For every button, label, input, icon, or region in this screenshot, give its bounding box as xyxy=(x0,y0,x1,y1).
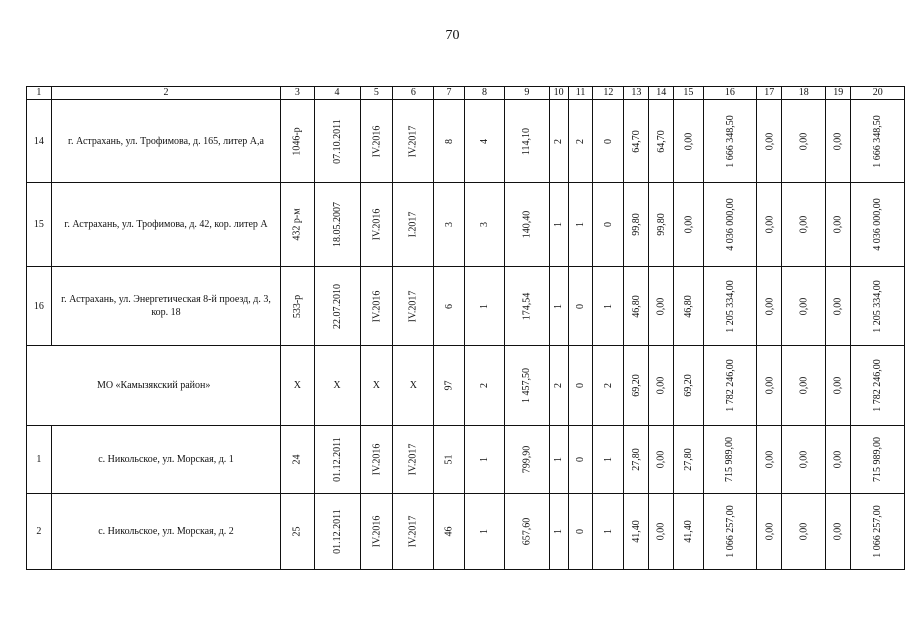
value-cell xyxy=(649,100,674,183)
value-cell xyxy=(549,426,568,494)
value-cell xyxy=(703,426,757,494)
value-cell xyxy=(624,494,649,570)
value-cell xyxy=(782,426,826,494)
value-cell-text: 174,54 xyxy=(521,292,533,320)
value-cell xyxy=(703,494,757,570)
column-header: 6 xyxy=(393,87,434,100)
value-cell xyxy=(593,494,624,570)
value-cell-text: 8 xyxy=(443,138,455,144)
district-name-cell: МО «Камызякский район» xyxy=(27,346,281,426)
value-cell: X xyxy=(314,346,360,426)
value-cell xyxy=(826,494,851,570)
value-cell-text: 2 xyxy=(478,383,490,388)
value-cell xyxy=(393,426,434,494)
value-cell-text: 69,20 xyxy=(682,374,694,397)
value-cell-text: 27,80 xyxy=(682,448,694,471)
value-cell-text: 97 xyxy=(443,380,455,391)
value-cell-text: 0,00 xyxy=(832,522,844,541)
value-cell xyxy=(360,426,393,494)
column-header: 10 xyxy=(549,87,568,100)
table-row xyxy=(27,100,905,183)
value-cell-text: 114,10 xyxy=(521,127,533,155)
value-cell xyxy=(757,494,782,570)
value-cell-text: 24 xyxy=(291,454,303,465)
value-cell xyxy=(782,100,826,183)
value-cell-text: 140,40 xyxy=(521,210,533,239)
value-cell xyxy=(782,267,826,346)
value-cell-text: 01.12.2011 xyxy=(331,509,343,554)
value-cell-text: 1 666 348,50 xyxy=(872,114,884,168)
value-cell xyxy=(314,267,360,346)
value-cell xyxy=(549,183,568,267)
value-cell xyxy=(464,267,505,346)
value-cell xyxy=(505,100,549,183)
value-cell xyxy=(568,426,593,494)
value-cell xyxy=(851,100,905,183)
value-cell xyxy=(549,100,568,183)
table-header-row xyxy=(27,87,905,100)
value-cell xyxy=(464,494,505,570)
value-cell-text: 1 xyxy=(602,529,614,534)
value-cell: X xyxy=(281,346,314,426)
column-header: 13 xyxy=(624,87,649,100)
column-header: 19 xyxy=(826,87,851,100)
value-cell-text: IV.2017 xyxy=(407,443,419,476)
value-cell xyxy=(505,346,549,426)
value-cell xyxy=(568,183,593,267)
value-cell-text: IV.2016 xyxy=(370,125,382,157)
value-cell-text: 1 xyxy=(602,303,614,309)
value-cell-text: 1 xyxy=(478,303,490,309)
value-cell-text: 64,70 xyxy=(655,129,667,153)
value-cell xyxy=(434,346,464,426)
value-cell-text: IV.2016 xyxy=(370,515,382,548)
value-cell-text: 0,00 xyxy=(763,215,775,234)
value-cell-text: 3 xyxy=(443,222,455,227)
value-cell-text: 0,00 xyxy=(655,522,667,541)
value-cell-text: 0,00 xyxy=(763,297,775,315)
value-cell-text: 46 xyxy=(443,526,455,537)
value-cell-text: IV.2016 xyxy=(370,443,382,476)
address-cell: г. Астрахань, ул. Трофимова, д. 42, кор. литер А xyxy=(51,183,281,267)
value-cell xyxy=(674,183,703,267)
column-header: 8 xyxy=(464,87,505,100)
column-header: 17 xyxy=(757,87,782,100)
value-cell-text: 1 666 348,50 xyxy=(724,114,736,168)
value-cell xyxy=(314,183,360,267)
row-number-cell: 1 xyxy=(27,426,52,494)
page-number: 70 xyxy=(445,28,460,43)
value-cell-text: IV.2017 xyxy=(407,515,419,548)
value-cell xyxy=(674,267,703,346)
column-header: 11 xyxy=(568,87,593,100)
value-cell xyxy=(393,183,434,267)
column-header: 4 xyxy=(314,87,360,100)
value-cell xyxy=(360,267,393,346)
column-header: 18 xyxy=(782,87,826,100)
value-cell xyxy=(549,494,568,570)
value-cell-text: 99,80 xyxy=(655,213,667,236)
value-cell-text: 25 xyxy=(291,526,303,537)
table-body xyxy=(27,87,905,570)
address-cell: с. Никольское, ул. Морская, д. 2 xyxy=(51,494,281,570)
value-cell xyxy=(281,100,314,183)
value-cell-text: 0 xyxy=(575,457,587,462)
value-cell-text: 4 036 000,00 xyxy=(724,198,736,251)
value-cell-text: 0,00 xyxy=(832,450,844,469)
value-cell xyxy=(568,100,593,183)
value-cell-text: IV.2016 xyxy=(370,208,382,241)
value-cell xyxy=(393,494,434,570)
value-cell xyxy=(281,494,314,570)
value-cell-text: 01.12.2011 xyxy=(331,437,343,482)
value-cell-text: 51 xyxy=(443,454,455,465)
value-cell xyxy=(393,100,434,183)
value-cell xyxy=(674,100,703,183)
value-cell xyxy=(593,267,624,346)
value-cell-text: 0,00 xyxy=(655,376,667,395)
value-cell xyxy=(757,267,782,346)
value-cell xyxy=(826,346,851,426)
address-cell: с. Никольское, ул. Морская, д. 1 xyxy=(51,426,281,494)
value-cell-text: 0 xyxy=(602,222,614,227)
value-cell-text: 0 xyxy=(575,303,587,309)
value-cell xyxy=(674,494,703,570)
value-cell-text: 1 457,50 xyxy=(521,368,533,403)
value-cell-text: 4 xyxy=(478,138,490,144)
value-cell xyxy=(434,426,464,494)
value-cell-text: 715 989,00 xyxy=(724,437,736,482)
value-cell xyxy=(624,267,649,346)
value-cell-text: 1 xyxy=(478,529,490,534)
value-cell-text: IV.2016 xyxy=(370,290,382,322)
value-cell xyxy=(782,183,826,267)
value-cell-text: 0,00 xyxy=(763,522,775,541)
value-cell-text: 0,00 xyxy=(798,376,810,395)
value-cell-text: 1 205 334,00 xyxy=(724,279,736,333)
value-cell xyxy=(549,346,568,426)
column-header: 3 xyxy=(281,87,314,100)
value-cell xyxy=(549,267,568,346)
value-cell-text: 0,00 xyxy=(798,450,810,469)
column-header: 2 xyxy=(51,87,281,100)
value-cell-text: 432 р-м xyxy=(291,208,303,241)
value-cell-text: IV.2017 xyxy=(407,125,419,157)
value-cell-text: 99,80 xyxy=(630,213,642,236)
value-cell xyxy=(360,183,393,267)
value-cell xyxy=(757,100,782,183)
value-cell xyxy=(674,426,703,494)
value-cell xyxy=(593,426,624,494)
value-cell-text: 0,00 xyxy=(682,215,694,234)
column-header: 20 xyxy=(851,87,905,100)
value-cell xyxy=(434,267,464,346)
value-cell-text: 2 xyxy=(575,138,587,144)
column-header: 15 xyxy=(674,87,703,100)
value-cell-text: 46,80 xyxy=(682,294,694,318)
value-cell-text: 69,20 xyxy=(630,374,642,397)
value-cell xyxy=(826,100,851,183)
value-cell-text: 0 xyxy=(602,138,614,144)
value-cell-text: 0,00 xyxy=(798,132,810,150)
value-cell xyxy=(703,267,757,346)
value-cell xyxy=(360,494,393,570)
value-cell-text: 0 xyxy=(575,529,587,534)
value-cell xyxy=(851,267,905,346)
value-cell-text: 4 036 000,00 xyxy=(872,198,884,251)
value-cell-text: 27,80 xyxy=(630,448,642,471)
value-cell-text: 1 xyxy=(553,222,565,227)
table-row xyxy=(27,426,905,494)
value-cell xyxy=(624,426,649,494)
housing-table xyxy=(26,86,905,570)
value-cell-text: 0,00 xyxy=(832,215,844,234)
row-number-cell: 16 xyxy=(27,267,52,346)
value-cell-text: 41,40 xyxy=(682,520,694,543)
value-cell xyxy=(434,100,464,183)
value-cell xyxy=(464,100,505,183)
district-summary-row xyxy=(27,346,905,426)
value-cell xyxy=(314,494,360,570)
value-cell xyxy=(505,183,549,267)
value-cell xyxy=(568,494,593,570)
value-cell-text: 1 066 257,00 xyxy=(872,505,884,558)
value-cell-text: 533-р xyxy=(291,294,303,318)
value-cell xyxy=(593,346,624,426)
table-row xyxy=(27,494,905,570)
value-cell xyxy=(649,183,674,267)
value-cell xyxy=(649,267,674,346)
value-cell-text: 0,00 xyxy=(832,376,844,395)
value-cell xyxy=(434,494,464,570)
value-cell xyxy=(703,346,757,426)
value-cell xyxy=(851,494,905,570)
value-cell xyxy=(593,183,624,267)
row-number-cell: 2 xyxy=(27,494,52,570)
value-cell xyxy=(826,183,851,267)
value-cell xyxy=(568,267,593,346)
value-cell-text: 2 xyxy=(553,383,565,388)
value-cell-text: 0,00 xyxy=(798,522,810,541)
value-cell xyxy=(826,426,851,494)
value-cell xyxy=(624,346,649,426)
value-cell-text: 1 xyxy=(602,457,614,462)
value-cell-text: 657,60 xyxy=(521,517,533,546)
value-cell-text: 0,00 xyxy=(655,297,667,315)
value-cell xyxy=(393,267,434,346)
value-cell-text: 715 989,00 xyxy=(872,437,884,482)
value-cell-text: 0,00 xyxy=(798,297,810,315)
column-header: 7 xyxy=(434,87,464,100)
value-cell-text: 0,00 xyxy=(832,297,844,315)
column-header: 14 xyxy=(649,87,674,100)
column-header: 9 xyxy=(505,87,549,100)
value-cell-text: 1 xyxy=(553,529,565,534)
table-row xyxy=(27,183,905,267)
value-cell-text: 0,00 xyxy=(798,215,810,234)
value-cell xyxy=(649,426,674,494)
value-cell xyxy=(505,426,549,494)
value-cell-text: IV.2017 xyxy=(407,290,419,322)
value-cell-text: 3 xyxy=(478,222,490,227)
value-cell-text: 46,80 xyxy=(630,294,642,318)
value-cell xyxy=(703,100,757,183)
value-cell-text: 6 xyxy=(443,303,455,309)
value-cell-text: 64,70 xyxy=(630,129,642,153)
value-cell-text: 2 xyxy=(602,383,614,388)
value-cell-text: 1 xyxy=(553,457,565,462)
value-cell-text: 41,40 xyxy=(630,520,642,543)
value-cell-text: 1 xyxy=(575,222,587,227)
value-cell-text: 1046-р xyxy=(291,126,303,156)
value-cell-text: 1 066 257,00 xyxy=(724,505,736,558)
value-cell xyxy=(674,346,703,426)
value-cell-text: 0,00 xyxy=(763,376,775,395)
value-cell-text: 0,00 xyxy=(832,132,844,150)
value-cell xyxy=(568,346,593,426)
value-cell xyxy=(314,100,360,183)
value-cell-text: 07.10.2011 xyxy=(331,118,343,164)
address-cell: г. Астрахань, ул. Трофимова, д. 165, литер А,а xyxy=(51,100,281,183)
value-cell-text: 1 782 246,00 xyxy=(724,359,736,412)
value-cell-text: 18.05.2007 xyxy=(331,202,343,247)
value-cell-text: 2 xyxy=(553,138,565,144)
value-cell-text: 0 xyxy=(575,383,587,388)
value-cell xyxy=(464,183,505,267)
value-cell xyxy=(624,183,649,267)
value-cell xyxy=(464,426,505,494)
value-cell xyxy=(314,426,360,494)
value-cell xyxy=(434,183,464,267)
value-cell xyxy=(360,100,393,183)
value-cell-text: 0,00 xyxy=(763,450,775,469)
value-cell xyxy=(757,183,782,267)
value-cell-text: 0,00 xyxy=(763,132,775,150)
value-cell xyxy=(649,494,674,570)
value-cell xyxy=(851,426,905,494)
value-cell-text: 0,00 xyxy=(655,450,667,469)
column-header: 5 xyxy=(360,87,393,100)
value-cell-text: 1 xyxy=(553,303,565,309)
value-cell xyxy=(281,426,314,494)
address-cell: г. Астрахань, ул. Энергетическая 8-й проезд, д. 3, кор. 18 xyxy=(51,267,281,346)
value-cell xyxy=(851,346,905,426)
value-cell xyxy=(851,183,905,267)
value-cell xyxy=(593,100,624,183)
column-header: 1 xyxy=(27,87,52,100)
value-cell xyxy=(281,267,314,346)
value-cell xyxy=(624,100,649,183)
column-header: 16 xyxy=(703,87,757,100)
value-cell xyxy=(464,346,505,426)
value-cell-text: 799,90 xyxy=(521,445,533,474)
value-cell-text: 1 782 246,00 xyxy=(872,359,884,412)
value-cell xyxy=(782,494,826,570)
value-cell-text: I.2017 xyxy=(407,211,419,238)
value-cell xyxy=(782,346,826,426)
value-cell: X xyxy=(360,346,393,426)
value-cell xyxy=(505,494,549,570)
table-row xyxy=(27,267,905,346)
value-cell-text: 0,00 xyxy=(682,132,694,150)
value-cell: X xyxy=(393,346,434,426)
row-number-cell: 14 xyxy=(27,100,52,183)
value-cell xyxy=(505,267,549,346)
value-cell xyxy=(703,183,757,267)
column-header: 12 xyxy=(593,87,624,100)
value-cell xyxy=(757,346,782,426)
value-cell xyxy=(281,183,314,267)
value-cell-text: 22.07.2010 xyxy=(331,283,343,329)
value-cell xyxy=(649,346,674,426)
value-cell xyxy=(826,267,851,346)
value-cell-text: 1 205 334,00 xyxy=(872,279,884,333)
row-number-cell: 15 xyxy=(27,183,52,267)
value-cell-text: 1 xyxy=(478,457,490,462)
value-cell xyxy=(757,426,782,494)
